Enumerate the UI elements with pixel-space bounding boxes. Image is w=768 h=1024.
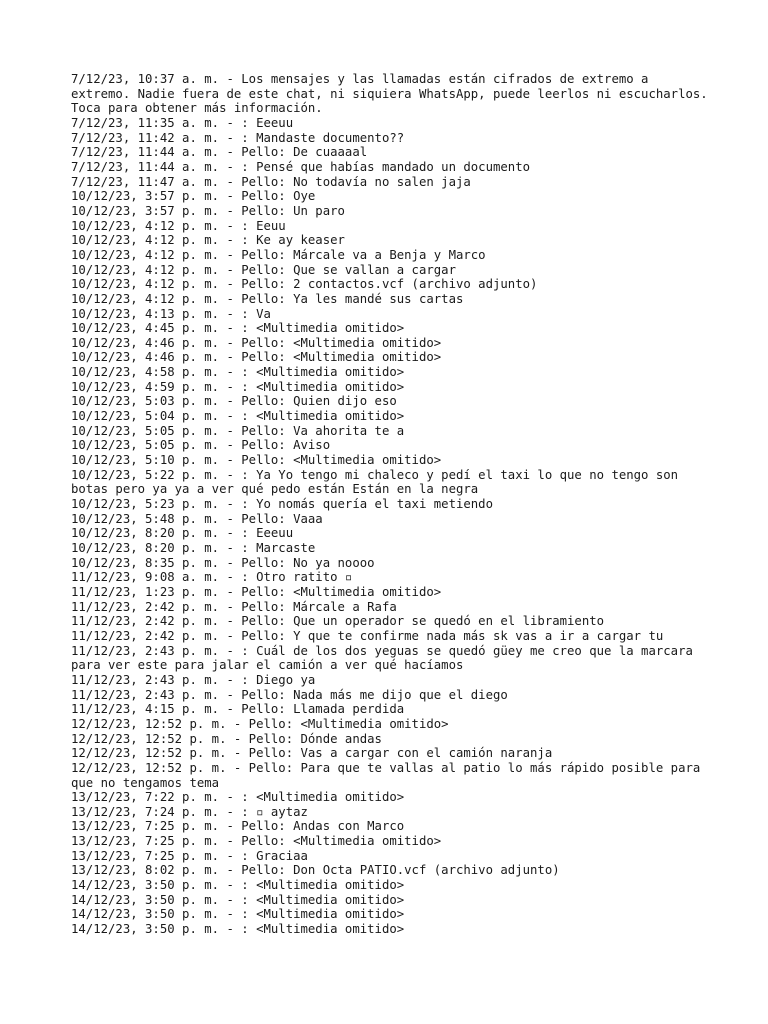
chat-line: 12/12/23, 12:52 p. m. - Pello: Para que te vallas al patio lo más rápido posible para que no tengamos tema [71,760,708,790]
chat-transcript [71,72,716,937]
chat-line: 12/12/23, 12:52 p. m. - Pello: Vas a cargar con el camión naranja [71,746,553,761]
chat-line: 7/12/23, 11:35 a. m. - : Eeeuu [71,115,294,130]
chat-line: 14/12/23, 3:50 p. m. - : <Multimedia omitido> [71,892,405,907]
chat-line: 7/12/23, 10:37 a. m. - Los mensajes y las llamadas están cifrados de extremo a extremo. Nadie fuera de este chat, ni siquiera WhatsApp, puede leerlos ni escucharlos. Toca para obtener más información. [71,72,716,116]
chat-line: 11/12/23, 2:42 p. m. - Pello: Y que te confirme nada más sk vas a ir a cargar tu [71,628,664,643]
chat-line: 11/12/23, 2:42 p. m. - Pello: Márcale a Rafa [71,599,397,614]
chat-line: 13/12/23, 7:25 p. m. - : Graciaa [71,848,308,863]
chat-line: 11/12/23, 2:43 p. m. - : Diego ya [71,672,316,687]
chat-line: 10/12/23, 8:20 p. m. - : Eeeuu [71,526,294,541]
chat-line: 13/12/23, 7:25 p. m. - Pello: <Multimedia omitido> [71,834,442,849]
chat-line: 11/12/23, 2:43 p. m. - : Cuál de los dos yeguas se quedó güey me creo que la marcara para ver este para jalar el camión a ver qué hacíamos [71,643,701,673]
chat-line: 10/12/23, 4:58 p. m. - : <Multimedia omitido> [71,365,405,380]
chat-line: 14/12/23, 3:50 p. m. - : <Multimedia omitido> [71,878,405,893]
chat-line: 12/12/23, 12:52 p. m. - Pello: <Multimedia omitido> [71,716,449,731]
chat-line: 11/12/23, 1:23 p. m. - Pello: <Multimedia omitido> [71,584,442,599]
chat-line: 10/12/23, 8:35 p. m. - Pello: No ya noooo [71,555,375,570]
chat-line: 10/12/23, 4:12 p. m. - Pello: Márcale va a Benja y Marco [71,247,486,262]
chat-line: 13/12/23, 8:02 p. m. - Pello: Don Octa PATIO.vcf (archivo adjunto) [71,863,560,878]
chat-line: 10/12/23, 5:10 p. m. - Pello: <Multimedia omitido> [71,453,442,468]
chat-line: 10/12/23, 4:13 p. m. - : Va [71,306,271,321]
chat-line: 11/12/23, 4:15 p. m. - Pello: Llamada perdida [71,702,405,717]
chat-line: 10/12/23, 4:12 p. m. - Pello: 2 contactos.vcf (archivo adjunto) [71,277,538,292]
chat-line: 14/12/23, 3:50 p. m. - : <Multimedia omitido> [71,907,405,922]
chat-line: 10/12/23, 5:04 p. m. - : <Multimedia omitido> [71,409,405,424]
chat-line: 10/12/23, 5:22 p. m. - : Ya Yo tengo mi chaleco y pedí el taxi lo que no tengo son botas pero ya ya a ver qué pedo están Están en la negra [71,467,686,497]
chat-line: 10/12/23, 5:03 p. m. - Pello: Quien dijo eso [71,394,397,409]
chat-line: 10/12/23, 5:23 p. m. - : Yo nomás quería el taxi metiendo [71,497,493,512]
chat-line: 10/12/23, 3:57 p. m. - Pello: Oye [71,189,316,204]
chat-line: 10/12/23, 4:45 p. m. - : <Multimedia omitido> [71,321,405,336]
chat-line: 10/12/23, 8:20 p. m. - : Marcaste [71,541,316,555]
chat-line: 7/12/23, 11:42 a. m. - : Mandaste documento?? [71,130,405,145]
chat-line: 10/12/23, 4:59 p. m. - : <Multimedia omitido> [71,379,405,394]
chat-line: 13/12/23, 7:25 p. m. - Pello: Andas con Marco [71,819,405,834]
chat-line: 7/12/23, 11:44 a. m. - Pello: De cuaaaal [71,145,368,160]
chat-line: 13/12/23, 7:24 p. m. - : ▫ aytaz [71,804,308,819]
chat-line: 10/12/23, 4:12 p. m. - Pello: Ya les mandé sus cartas [71,291,464,306]
chat-line: 12/12/23, 12:52 p. m. - Pello: Dónde andas [71,731,382,746]
chat-line: 10/12/23, 5:05 p. m. - Pello: Aviso [71,438,331,453]
chat-line: 14/12/23, 3:50 p. m. - : <Multimedia omitido> [71,922,405,937]
chat-line: 11/12/23, 2:43 p. m. - Pello: Nada más me dijo que el diego [71,687,508,702]
chat-line: 10/12/23, 4:46 p. m. - Pello: <Multimedia omitido> [71,335,442,350]
chat-line: 10/12/23, 5:05 p. m. - Pello: Va ahorita te a [71,423,405,438]
chat-line: 11/12/23, 9:08 a. m. - : Otro ratito ▫ [71,570,353,585]
chat-line: 10/12/23, 4:12 p. m. - Pello: Que se vallan a cargar [71,262,456,277]
chat-line: 10/12/23, 5:48 p. m. - Pello: Vaaa [71,511,323,526]
chat-line: 7/12/23, 11:44 a. m. - : Pensé que habías mandado un documento [71,159,531,174]
chat-line: 10/12/23, 3:57 p. m. - Pello: Un paro [71,203,345,218]
chat-line: 13/12/23, 7:22 p. m. - : <Multimedia omitido> [71,790,405,805]
chat-line: 10/12/23, 4:46 p. m. - Pello: <Multimedia omitido> [71,350,442,365]
chat-line: 10/12/23, 4:12 p. m. - : Eeuu [71,218,286,233]
chat-line: 10/12/23, 4:12 p. m. - : Ke ay keaser [71,233,345,248]
chat-line: 7/12/23, 11:47 a. m. - Pello: No todavía no salen jaja [71,174,471,189]
chat-line: 11/12/23, 2:42 p. m. - Pello: Que un operador se quedó en el libramiento [71,614,605,629]
